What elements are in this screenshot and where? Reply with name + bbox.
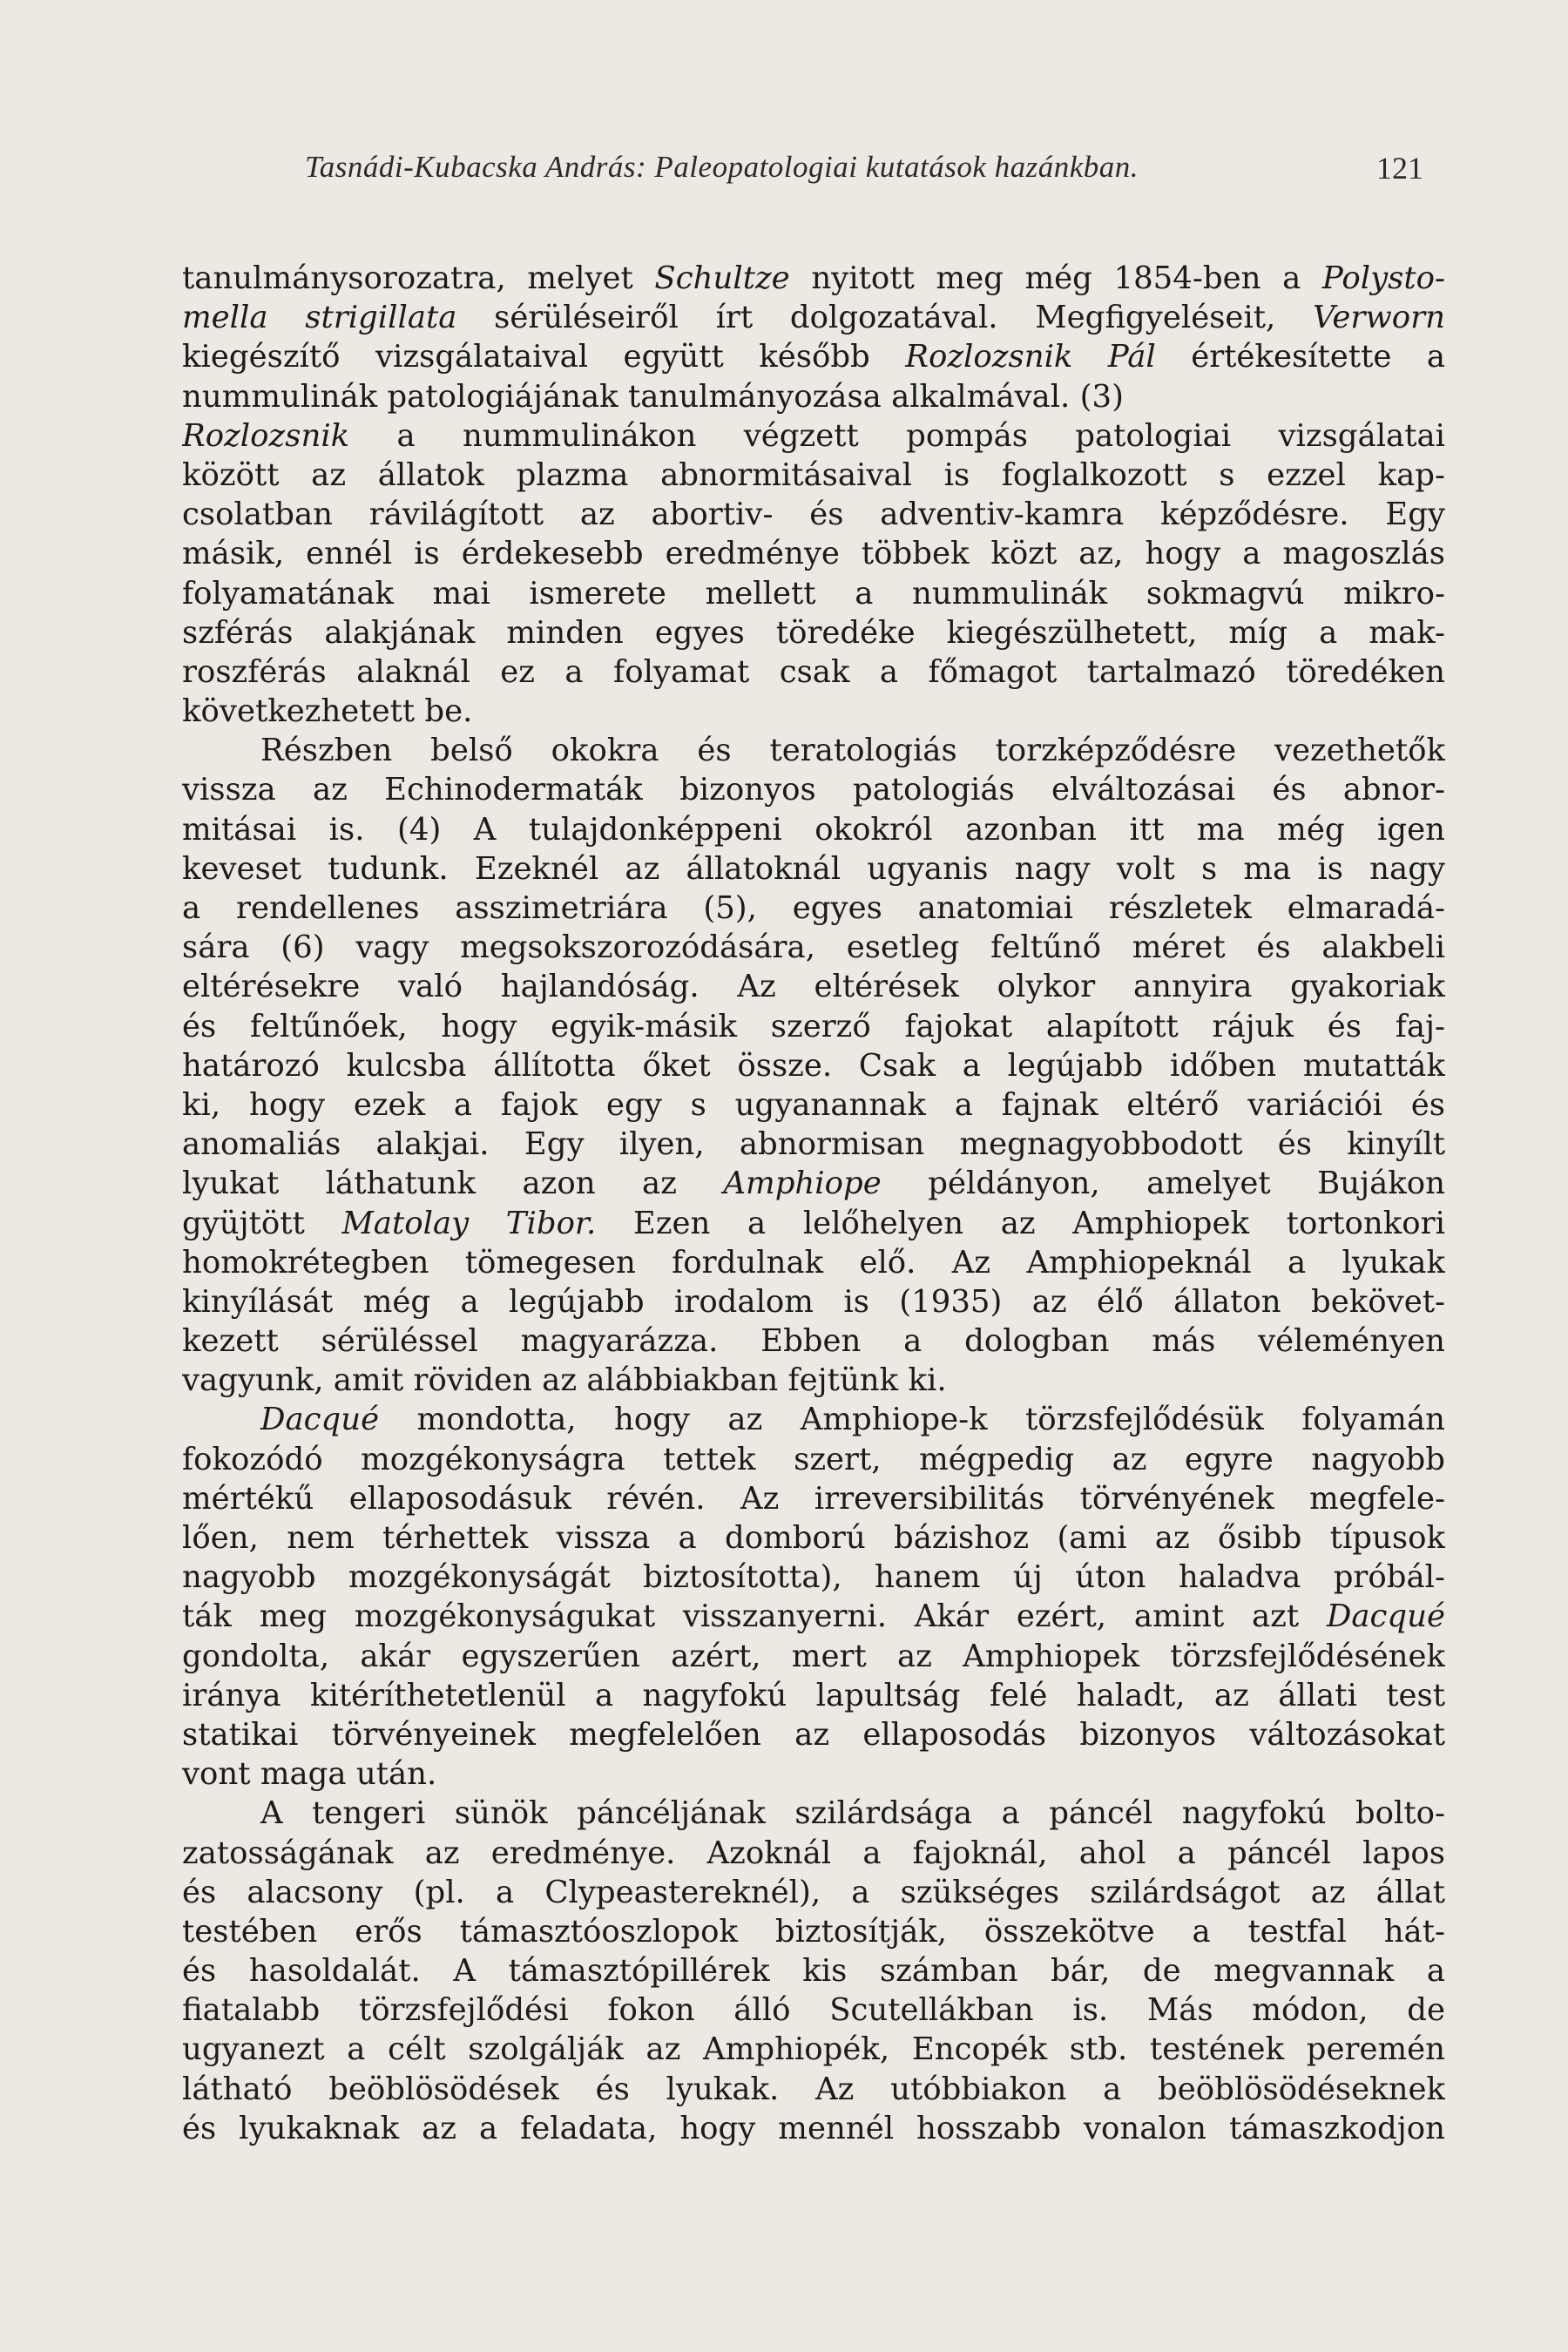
text-line	[182, 1715, 1445, 1754]
text-line	[182, 1282, 1445, 1321]
text-run: tanulmánysorozatra, melyet	[182, 260, 655, 296]
text-line	[182, 1518, 1445, 1558]
italic-name: mella strigillata	[182, 300, 457, 336]
text-run: eltérésekre való hajlandóság. Az eltérések olykor annyira gyakoriak	[182, 969, 1445, 1005]
text-run: mondotta, hogy az Amphiope-k törzsfejlődésük folyamán	[379, 1402, 1445, 1438]
text-run: kezett sérüléssel magyarázza. Ebben a dologban más véleményen	[182, 1323, 1445, 1360]
text-run: keveset tudunk. Ezeknél az állatoknál ugyanis nagy volt s ma is nagy	[182, 850, 1445, 887]
text-run: határozó kulcsba állította őket össze. Csak a legújabb időben mutatták	[182, 1047, 1445, 1084]
text-line	[182, 1361, 1445, 1400]
text-line	[182, 652, 1445, 692]
body-text	[182, 259, 1445, 2148]
text-run: Részben belső okokra és teratologiás torzképződésre vezethetők	[260, 733, 1445, 769]
text-run: vont maga után.	[182, 1756, 437, 1793]
text-run: fiatalabb törzsfejlődési fokon álló Scutellákban is. Más módon, de	[182, 1992, 1445, 2029]
text-run: mértékű ellaposodásuk révén. Az irreversibilitás törvényének megfele-	[182, 1480, 1445, 1517]
text-line	[182, 1479, 1445, 1518]
text-run: lyukat láthatunk azon az	[182, 1166, 724, 1202]
text-run: példányon, amelyet Bujákon	[881, 1166, 1445, 1202]
text-line	[182, 1794, 1445, 1833]
text-line	[182, 1558, 1445, 1597]
text-run: gyüjtött	[182, 1205, 342, 1241]
text-run: nyitott meg még 1854-ben a	[789, 260, 1322, 296]
text-line	[182, 534, 1445, 573]
text-run: homokrétegben tömegesen fordulnak elő. Az Amphiopeknál a lyukak	[182, 1244, 1445, 1281]
text-line	[182, 1754, 1445, 1794]
text-line	[182, 259, 1445, 298]
text-run: zatosságának az eredménye. Azoknál a fajoknál, ahol a páncél lapos	[182, 1835, 1445, 1871]
text-run: Ezen a lelőhelyen az Amphiopek tortonkori	[596, 1205, 1445, 1241]
text-line	[182, 1597, 1445, 1636]
text-run: nagyobb mozgékonyságát biztosította), hanem új úton haladva próbál-	[182, 1559, 1445, 1596]
text-run: sérüléseiről írt dolgozatával. Megfigyeléseit,	[456, 300, 1314, 336]
text-line	[182, 1243, 1445, 1282]
text-line	[182, 1125, 1445, 1164]
text-line	[182, 1204, 1445, 1243]
text-run: látható beöblösödések és lyukak. Az utóbbiakon a beöblösödéseknek	[182, 2071, 1445, 2107]
text-run: vissza az Echinodermaták bizonyos patologiás elváltozásai és abnor-	[182, 772, 1445, 808]
text-line	[182, 1676, 1445, 1715]
text-run: kiegészítő vizsgálataival együtt később	[182, 339, 906, 375]
text-run: roszférás alaknál ez a folyamat csak a főmagot tartalmazó töredéken	[182, 653, 1445, 690]
italic-name: Polysto-	[1321, 260, 1445, 296]
running-header-title: Tasnádi-Kubacska András: Paleopatologiai kutatások hazánkban.	[305, 150, 1139, 184]
text-line	[182, 928, 1445, 967]
text-run: iránya kitéríthetetlenül a nagyfokú lapultság felé haladt, az állati test	[182, 1677, 1445, 1713]
text-run: mitásai is. (4) A tulajdonképpeni okokról azonban itt ma még igen	[182, 811, 1445, 848]
text-run: ták meg mozgékonyságukat visszanyerni. Akár ezért, amint azt	[182, 1598, 1327, 1635]
text-run: ki, hogy ezek a fajok egy s ugyanannak a fajnak eltérő variációi és	[182, 1086, 1445, 1123]
text-run: nummulinák patologiájának tanulmányozása alkalmával. (3)	[182, 378, 1124, 415]
text-run: a rendellenes asszimetriára (5), egyes anatomiai részletek elmaradá-	[182, 890, 1445, 926]
italic-name: Schultze	[654, 260, 790, 296]
text-line	[182, 1085, 1445, 1125]
text-run: és alacsony (pl. a Clypeastereknél), a szükséges szilárdságot az állat	[182, 1874, 1445, 1910]
text-line	[182, 2109, 1445, 2148]
text-line	[182, 1637, 1445, 1676]
text-run: gondolta, akár egyszerűen azért, mert az Amphiopek törzsfejlődésének	[182, 1638, 1445, 1674]
text-run: sára (6) vagy megsokszorozódására, esetleg feltűnő méret és alakbeli	[182, 929, 1445, 966]
text-line	[182, 377, 1445, 416]
text-line	[182, 1873, 1445, 1912]
text-run: és lyukaknak az a feladata, hogy mennél hosszabb vonalon támaszkodjon	[182, 2110, 1445, 2146]
italic-name: Matolay Tibor.	[341, 1205, 597, 1241]
text-run: és feltűnőek, hogy egyik-másik szerző fajokat alapított rájuk és faj-	[182, 1008, 1445, 1044]
text-line	[182, 770, 1445, 809]
text-line	[182, 1164, 1445, 1203]
text-line	[182, 1046, 1445, 1085]
text-run: folyamatának mai ismerete mellett a nummulinák sokmagvú mikro-	[182, 575, 1445, 612]
text-line	[182, 1007, 1445, 1046]
text-line	[182, 1951, 1445, 1990]
text-run: fokozódó mozgékonyságra tettek szert, mégpedig az egyre nagyobb	[182, 1441, 1445, 1477]
text-run: lően, nem térhettek vissza a domború bázishoz (ami az ősibb típusok	[182, 1520, 1445, 1556]
text-line	[182, 1440, 1445, 1479]
page-number: 121	[1376, 151, 1423, 186]
text-run: A tengeri sünök páncéljának szilárdsága a páncél nagyfokú bolto-	[260, 1795, 1445, 1832]
italic-name: Dacqué	[260, 1402, 380, 1438]
text-line	[182, 889, 1445, 928]
text-run: ugyanezt a célt szolgálják az Amphiopék, Encopék stb. testének peremén	[182, 2031, 1445, 2068]
italic-name: Rozlozsnik Pál	[905, 339, 1156, 375]
italic-name: Amphiope	[723, 1166, 882, 1202]
text-run: között az állatok plazma abnormitásaival is foglalkozott s ezzel kap-	[182, 456, 1445, 493]
text-line	[182, 574, 1445, 613]
text-line	[182, 731, 1445, 770]
text-line	[182, 495, 1445, 534]
text-line	[182, 456, 1445, 495]
text-line	[182, 1834, 1445, 1873]
text-line	[182, 810, 1445, 849]
text-line	[182, 1912, 1445, 1951]
text-run: statikai törvényeinek megfelelően az ellaposodás bizonyos változásokat	[182, 1716, 1445, 1753]
text-run: vagyunk, amit röviden az alábbiakban fejtünk ki.	[182, 1362, 947, 1399]
text-run: másik, ennél is érdekesebb eredménye többek közt az, hogy a magoszlás	[182, 536, 1445, 572]
text-line	[182, 2030, 1445, 2069]
text-run: testében erős támasztóoszlopok biztosítják, összekötve a testfal hát-	[182, 1913, 1445, 1950]
text-run: következhetett be.	[182, 693, 473, 730]
text-line	[182, 1400, 1445, 1439]
italic-name: Dacqué	[1326, 1598, 1445, 1635]
text-line	[182, 692, 1445, 731]
text-run: csolatban rávilágított az abortiv- és adventiv-kamra képződésre. Egy	[182, 497, 1445, 533]
text-line	[182, 1990, 1445, 2030]
text-line	[182, 1321, 1445, 1361]
text-line	[182, 613, 1445, 652]
text-run: és hasoldalát. A támasztópillérek kis számban bár, de megvannak a	[182, 1953, 1445, 1990]
text-run: kinyílását még a legújabb irodalom is (1935) az élő állaton bekövet-	[182, 1283, 1445, 1320]
text-run: anomaliás alakjai. Egy ilyen, abnormisan megnagyobbodott és kinyílt	[182, 1126, 1445, 1163]
text-line	[182, 416, 1445, 456]
italic-name: Rozlozsnik	[182, 417, 350, 454]
text-run: a nummulinákon végzett pompás patologiai vizsgálatai	[349, 417, 1445, 454]
text-line	[182, 337, 1445, 376]
text-line	[182, 967, 1445, 1006]
text-line	[182, 298, 1445, 337]
text-run: szférás alakjának minden egyes töredéke kiegészülhetett, míg a mak-	[182, 614, 1445, 651]
text-line	[182, 849, 1445, 889]
text-run: értékesítette a	[1155, 339, 1445, 375]
italic-name: Verworn	[1313, 300, 1445, 336]
text-line	[182, 2070, 1445, 2109]
